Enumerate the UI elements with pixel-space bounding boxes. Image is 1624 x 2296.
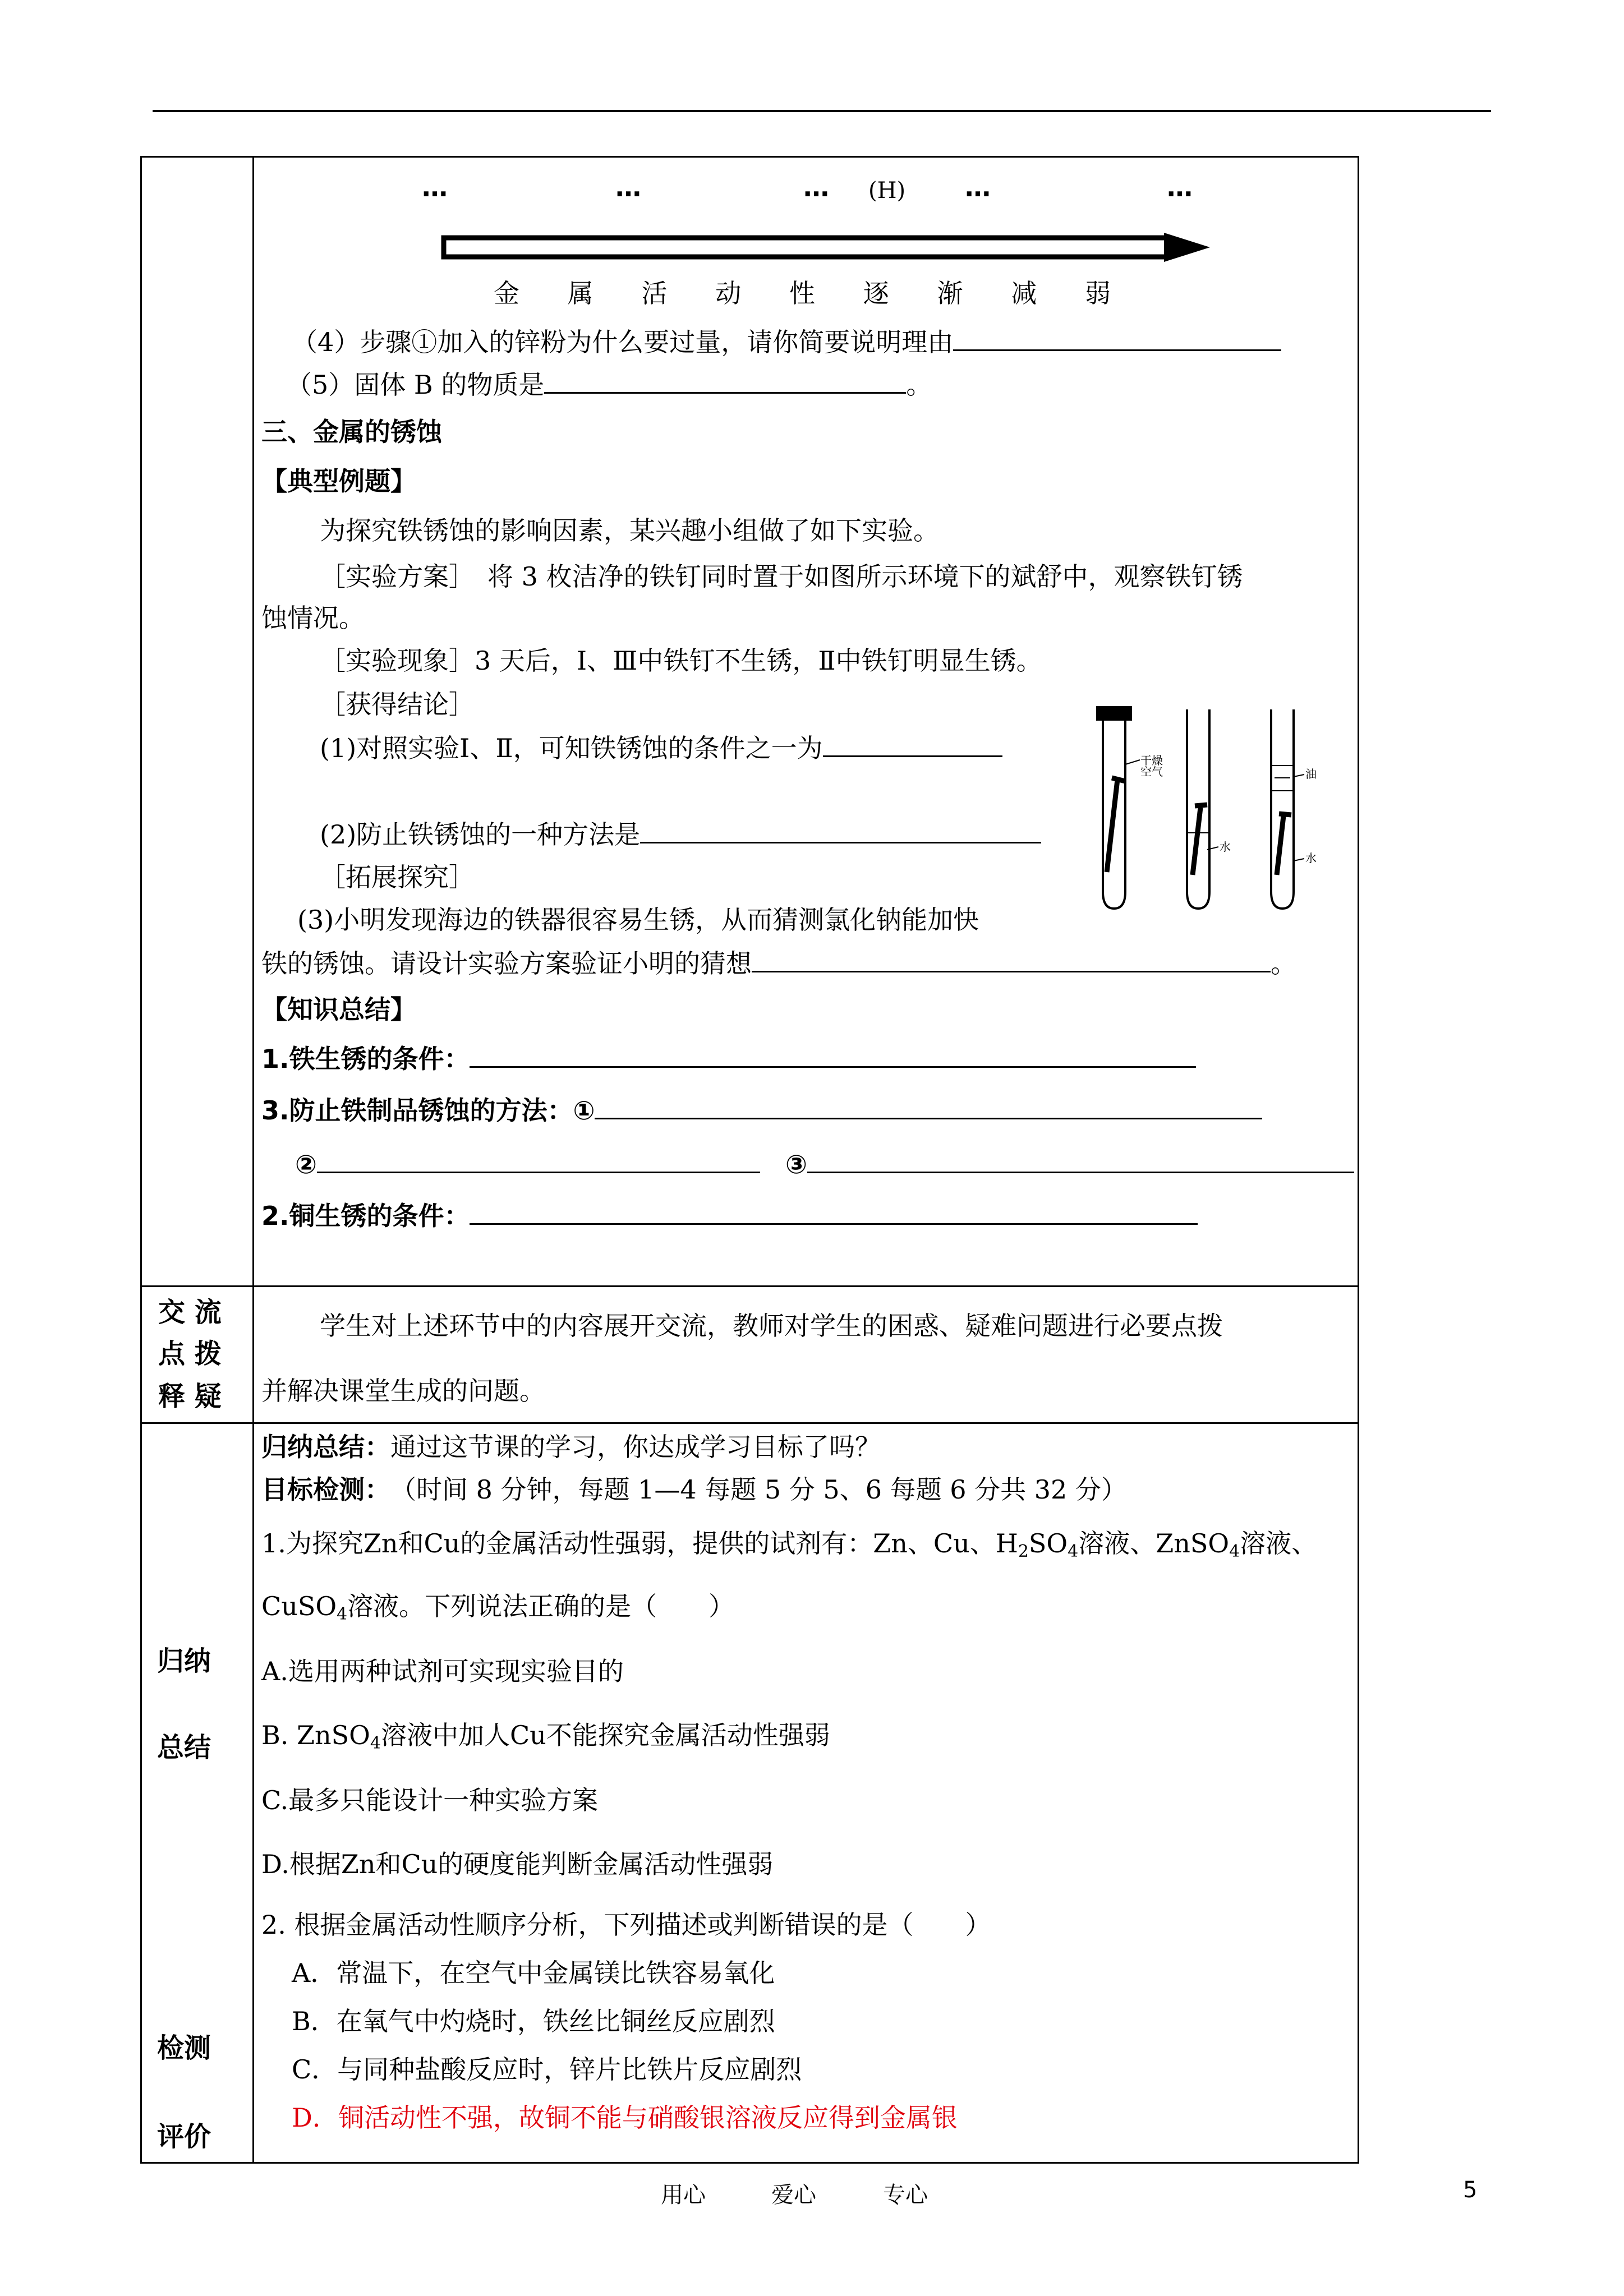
q2-option-b: B．在氧气中灼烧时，铁丝比铜丝反应剧烈 bbox=[292, 2006, 775, 2036]
series-caption-char: 弱 bbox=[1085, 278, 1111, 308]
q1-text-b: SO bbox=[1028, 1528, 1068, 1559]
series-caption-char: 属 bbox=[567, 278, 594, 308]
series-dots-3: … bbox=[803, 172, 829, 202]
test-tube-1 bbox=[1096, 706, 1163, 909]
series-caption-char: 减 bbox=[1011, 278, 1037, 308]
section-3-title: 三、金属的锈蚀 bbox=[261, 417, 442, 447]
exchange-line-1: 学生对上述环节中的内容展开交流，教师对学生的困惑、疑难问题进行必要点拨 bbox=[320, 1311, 1223, 1341]
summary-2 bbox=[261, 1199, 1198, 1233]
table-top-border bbox=[140, 156, 1359, 158]
answer-blank[interactable] bbox=[953, 327, 1281, 351]
water-label-1: 水 bbox=[1220, 840, 1231, 854]
q1-text-d: 溶液、 bbox=[1240, 1528, 1318, 1559]
answer-blank[interactable] bbox=[807, 1149, 1354, 1173]
q2-option-a: A．常温下，在空气中金属镁比铁容易氧化 bbox=[292, 1958, 775, 1988]
exchange-label-1: 交 流 bbox=[158, 1297, 222, 1328]
series-caption-char: 活 bbox=[641, 278, 668, 308]
summary-1 bbox=[261, 1042, 1196, 1076]
exchange-label-2: 点 拨 bbox=[158, 1338, 222, 1370]
extend-title: ［拓展探究］ bbox=[320, 862, 475, 892]
q2: 2. 根据金属活动性顺序分析，下列描述或判断错误的是（ ） bbox=[261, 1910, 991, 1940]
question-4-text: （4）步骤①加入的锌粉为什么要过量，请你简要说明理由 bbox=[292, 327, 954, 357]
answer-blank[interactable] bbox=[595, 1095, 1262, 1119]
series-h-marker: (H) bbox=[868, 178, 906, 204]
table-row-divider-2 bbox=[140, 1422, 1359, 1424]
induct-label-2: 总结 bbox=[157, 1732, 211, 1763]
exchange-line-2: 并解决课堂生成的问题。 bbox=[261, 1376, 545, 1406]
series-caption-char: 逐 bbox=[863, 278, 889, 308]
summary-title: 【知识总结】 bbox=[261, 994, 416, 1025]
test-tube-3 bbox=[1271, 709, 1317, 909]
q1-line-1: 1.为探究Zn和Cu的金属活动性强弱，提供的试剂有：Zn、Cu、$H_2SO_4$溶液、ZnSO$_4$溶液、 bbox=[261, 1528, 1318, 1561]
period: 。 bbox=[906, 370, 932, 400]
conclusion-1-text: (1)对照实验Ⅰ、Ⅱ，可知铁锈蚀的条件之一为 bbox=[320, 733, 823, 763]
q1-text-c: 溶液、ZnSO bbox=[1078, 1528, 1230, 1559]
q1-text-e: CuSO bbox=[261, 1591, 337, 1621]
summary-3 bbox=[261, 1094, 1262, 1127]
extend-line-1: (3)小明发现海边的铁器很容易生锈，从而猜测氯化钠能加快 bbox=[297, 905, 979, 935]
series-caption-char: 性 bbox=[789, 278, 815, 308]
summary-3b-text: ② bbox=[295, 1149, 317, 1179]
conclusion-2 bbox=[320, 818, 1041, 851]
summary-1-text: 1.铁生锈的条件： bbox=[261, 1044, 470, 1074]
series-caption-char: 动 bbox=[715, 278, 742, 308]
series-dots-1: … bbox=[422, 172, 448, 202]
answer-blank[interactable] bbox=[317, 1149, 760, 1173]
summary-3-text: 3.防止铁制品锈蚀的方法：① bbox=[261, 1095, 595, 1126]
target-line bbox=[261, 1473, 1127, 1506]
q1-line-2: CuSO$_4$溶液。下列说法正确的是（ ） bbox=[261, 1591, 735, 1624]
summary-3c-text: ③ bbox=[785, 1149, 807, 1179]
plan-line-2: 蚀情况。 bbox=[261, 603, 365, 633]
induct-line bbox=[261, 1430, 881, 1464]
example-intro: 为探究铁锈蚀的影响因素，某兴趣小组做了如下实验。 bbox=[320, 515, 939, 546]
q1-option-b-text-b: 溶液中加人Cu不能探究金属活动性强弱 bbox=[380, 1720, 830, 1750]
table-left-border bbox=[140, 156, 142, 2164]
dry-air-label-line-1: 干燥 bbox=[1140, 754, 1163, 767]
q1-option-b: B. ZnSO$_4$溶液中加人Cu不能探究金属活动性强弱 bbox=[261, 1720, 830, 1753]
series-caption bbox=[494, 276, 1111, 310]
induct-title: 归纳总结： bbox=[261, 1432, 390, 1462]
summary-3c bbox=[785, 1147, 1354, 1181]
oil-label: 油 bbox=[1305, 767, 1317, 781]
example-title: 【典型例题】 bbox=[261, 466, 416, 496]
question-5-text: （5）固体 B 的物质是 bbox=[286, 370, 545, 400]
question-4 bbox=[292, 325, 1281, 359]
q1-option-c: C.最多只能设计一种实验方案 bbox=[261, 1785, 599, 1815]
header-rule bbox=[153, 110, 1491, 112]
table-bottom-border bbox=[140, 2162, 1359, 2164]
table-right-border bbox=[1358, 156, 1359, 2164]
q1-option-d: D.根据Zn和Cu的硬度能判断金属活动性强弱 bbox=[261, 1849, 774, 1879]
q1-option-a: A.选用两种试剂可实现实验目的 bbox=[261, 1656, 624, 1686]
answer-blank[interactable] bbox=[640, 819, 1041, 843]
question-5 bbox=[286, 368, 932, 402]
footer-word-3: 专心 bbox=[883, 2182, 928, 2208]
series-arrow bbox=[440, 227, 1217, 266]
extend-line-2-text: 铁的锈蚀。请设计实验方案验证小明的猜想 bbox=[261, 948, 752, 979]
summary-3b bbox=[295, 1147, 760, 1181]
target-title: 目标检测： bbox=[261, 1474, 378, 1505]
induct-text: 通过这节课的学习，你达成学习目标了吗？ bbox=[390, 1432, 881, 1462]
series-dots-2: … bbox=[615, 172, 641, 202]
dry-air-label-line-2: 空气 bbox=[1140, 765, 1163, 778]
exchange-label-3: 释 疑 bbox=[158, 1381, 222, 1412]
q1-text-f: 溶液。下列说法正确的是（ ） bbox=[347, 1591, 735, 1621]
q1-option-b-text-a: B. ZnSO bbox=[261, 1720, 370, 1750]
plan-line-1: ［实验方案］ 将 3 枚洁净的铁钉同时置于如图所示环境下的斌舒中，观察铁钉锈 bbox=[320, 561, 1243, 592]
phenomenon: ［实验现象］3 天后，Ⅰ、Ⅲ中铁钉不生锈，Ⅱ中铁钉明显生锈。 bbox=[320, 646, 1042, 676]
series-dots-4: … bbox=[965, 172, 991, 202]
conclusion-title: ［获得结论］ bbox=[320, 689, 475, 720]
test-tube-2 bbox=[1187, 709, 1231, 909]
target-text: （时间 8 分钟，每题 1—4 每题 5 分 5、6 每题 6 分共 32 分） bbox=[403, 1474, 1127, 1505]
answer-blank[interactable] bbox=[544, 370, 906, 394]
q2-option-d: D．铜活动性不强，故铜不能与硝酸银溶液反应得到金属银 bbox=[292, 2103, 958, 2133]
footer-word-1: 用心 bbox=[661, 2182, 706, 2208]
period: 。 bbox=[1271, 948, 1296, 979]
series-caption-char: 金 bbox=[494, 278, 519, 308]
footer-word-2: 爱心 bbox=[771, 2182, 816, 2208]
conclusion-1 bbox=[320, 731, 1002, 765]
q2-option-c: C．与同种盐酸反应时，锌片比铁片反应剧烈 bbox=[292, 2054, 802, 2085]
test-tubes-figure bbox=[1088, 704, 1358, 917]
water-label-2: 水 bbox=[1305, 851, 1317, 865]
conclusion-2-text: (2)防止铁锈蚀的一种方法是 bbox=[320, 819, 641, 850]
induct-label-1: 归纳 bbox=[157, 1645, 211, 1677]
answer-blank[interactable] bbox=[823, 733, 1002, 757]
table-mid-border bbox=[252, 156, 254, 2164]
answer-blank[interactable] bbox=[752, 948, 1271, 972]
extend-line-2 bbox=[261, 947, 1296, 980]
check-label-1: 检测 bbox=[157, 2032, 211, 2064]
page-number: 5 bbox=[1463, 2177, 1478, 2203]
series-caption-char: 渐 bbox=[937, 278, 963, 308]
series-dots-5: … bbox=[1167, 172, 1193, 202]
table-row-divider-1 bbox=[140, 1285, 1359, 1287]
q1-text-a: 1.为探究Zn和Cu的金属活动性强弱，提供的试剂有：Zn、Cu、H bbox=[261, 1528, 1018, 1559]
answer-blank[interactable] bbox=[470, 1201, 1198, 1225]
answer-blank[interactable] bbox=[470, 1044, 1196, 1068]
summary-2-text: 2.铜生锈的条件： bbox=[261, 1201, 470, 1231]
check-label-2: 评价 bbox=[157, 2121, 211, 2152]
